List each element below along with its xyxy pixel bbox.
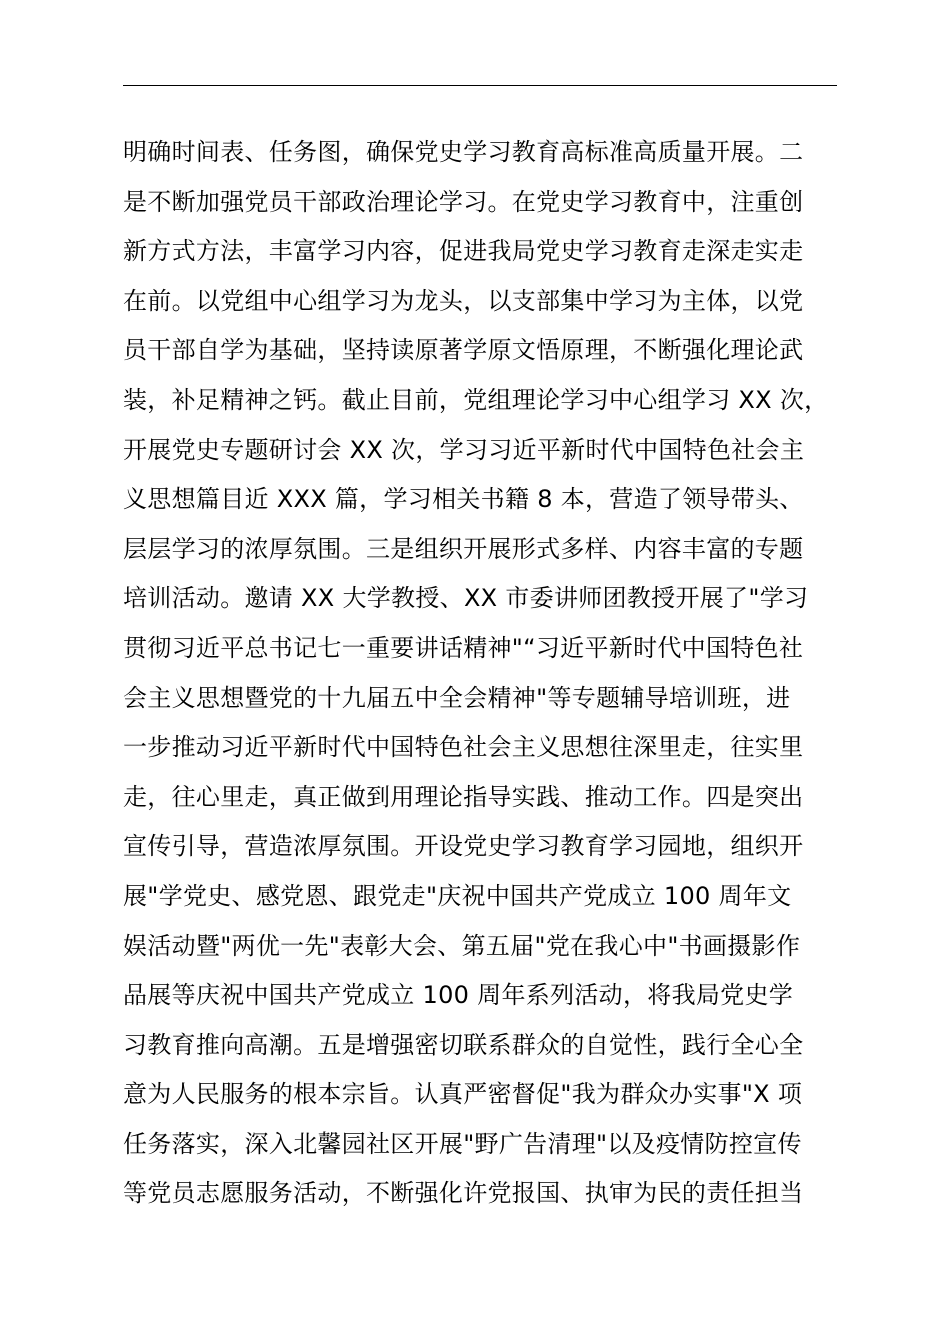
text-line: 装，补足精神之钙。截止目前，党组理论学习中心组学习 XX 次， — [123, 385, 829, 414]
text-line: 培训活动。邀请 XX 大学教授、XX 市委讲师团教授开展了"学习 — [123, 584, 809, 613]
text-line: 新方式方法，丰富学习内容，促进我局党史学习教育走深走实走 — [123, 237, 804, 266]
text-line: 习教育推向高潮。五是增强密切联系群众的自觉性，践行全心全 — [123, 1030, 804, 1059]
text-line: 等党员志愿服务活动，不断强化许党报国、执审为民的责任担当 — [123, 1179, 804, 1208]
text-line: 在前。以党组中心组学习为龙头，以支部集中学习为主体，以党 — [123, 286, 804, 315]
text-line: 明确时间表、任务图，确保党史学习教育高标准高质量开展。二 — [123, 138, 804, 166]
text-line: 是不断加强党员干部政治理论学习。在党史学习教育中，注重创 — [123, 187, 804, 216]
text-line: 开展党史专题研讨会 XX 次，学习习近平新时代中国特色社会主 — [123, 435, 805, 464]
text-line: 娱活动暨"两优一先"表彰大会、第五届"党在我心中"书画摄影作 — [123, 931, 801, 960]
text-line: 意为人民服务的根本宗旨。认真严密督促"我为群众办实事"X 项 — [123, 1080, 803, 1109]
text-line: 一步推动习近平新时代中国特色社会主义思想往深里走，往实里 — [123, 733, 804, 762]
text-line: 任务落实，深入北馨园社区开展"野广告清理"以及疫情防控宣传 — [123, 1129, 802, 1158]
text-line: 展"学党史、感党恩、跟党走"庆祝中国共产党成立 100 周年文 — [123, 881, 792, 910]
body-text — [123, 128, 863, 1219]
text-line: 层层学习的浓厚氛围。三是组织开展形式多样、内容丰富的专题 — [123, 534, 804, 563]
text-line: 员干部自学为基础，坚持读原著学原文悟原理，不断强化理论武 — [123, 336, 804, 365]
text-line: 义思想篇目近 XXX 篇，学习相关书籍 8 本，营造了领导带头、 — [123, 485, 804, 514]
text-line: 品展等庆祝中国共产党成立 100 周年系列活动，将我局党史学 — [123, 981, 794, 1010]
text-line: 宣传引导，营造浓厚氛围。开设党史学习教育学习园地，组织开 — [123, 832, 804, 861]
text-line: 贯彻习近平总书记七一重要讲话精神"“习近平新时代中国特色社 — [123, 633, 804, 662]
text-line: 会主义思想暨党的十九届五中全会精神"等专题辅导培训班，进 — [123, 683, 791, 712]
text-line: 走，往心里走，真正做到用理论指导实践、推动工作。四是突出 — [123, 782, 804, 811]
header-rule — [123, 85, 837, 86]
